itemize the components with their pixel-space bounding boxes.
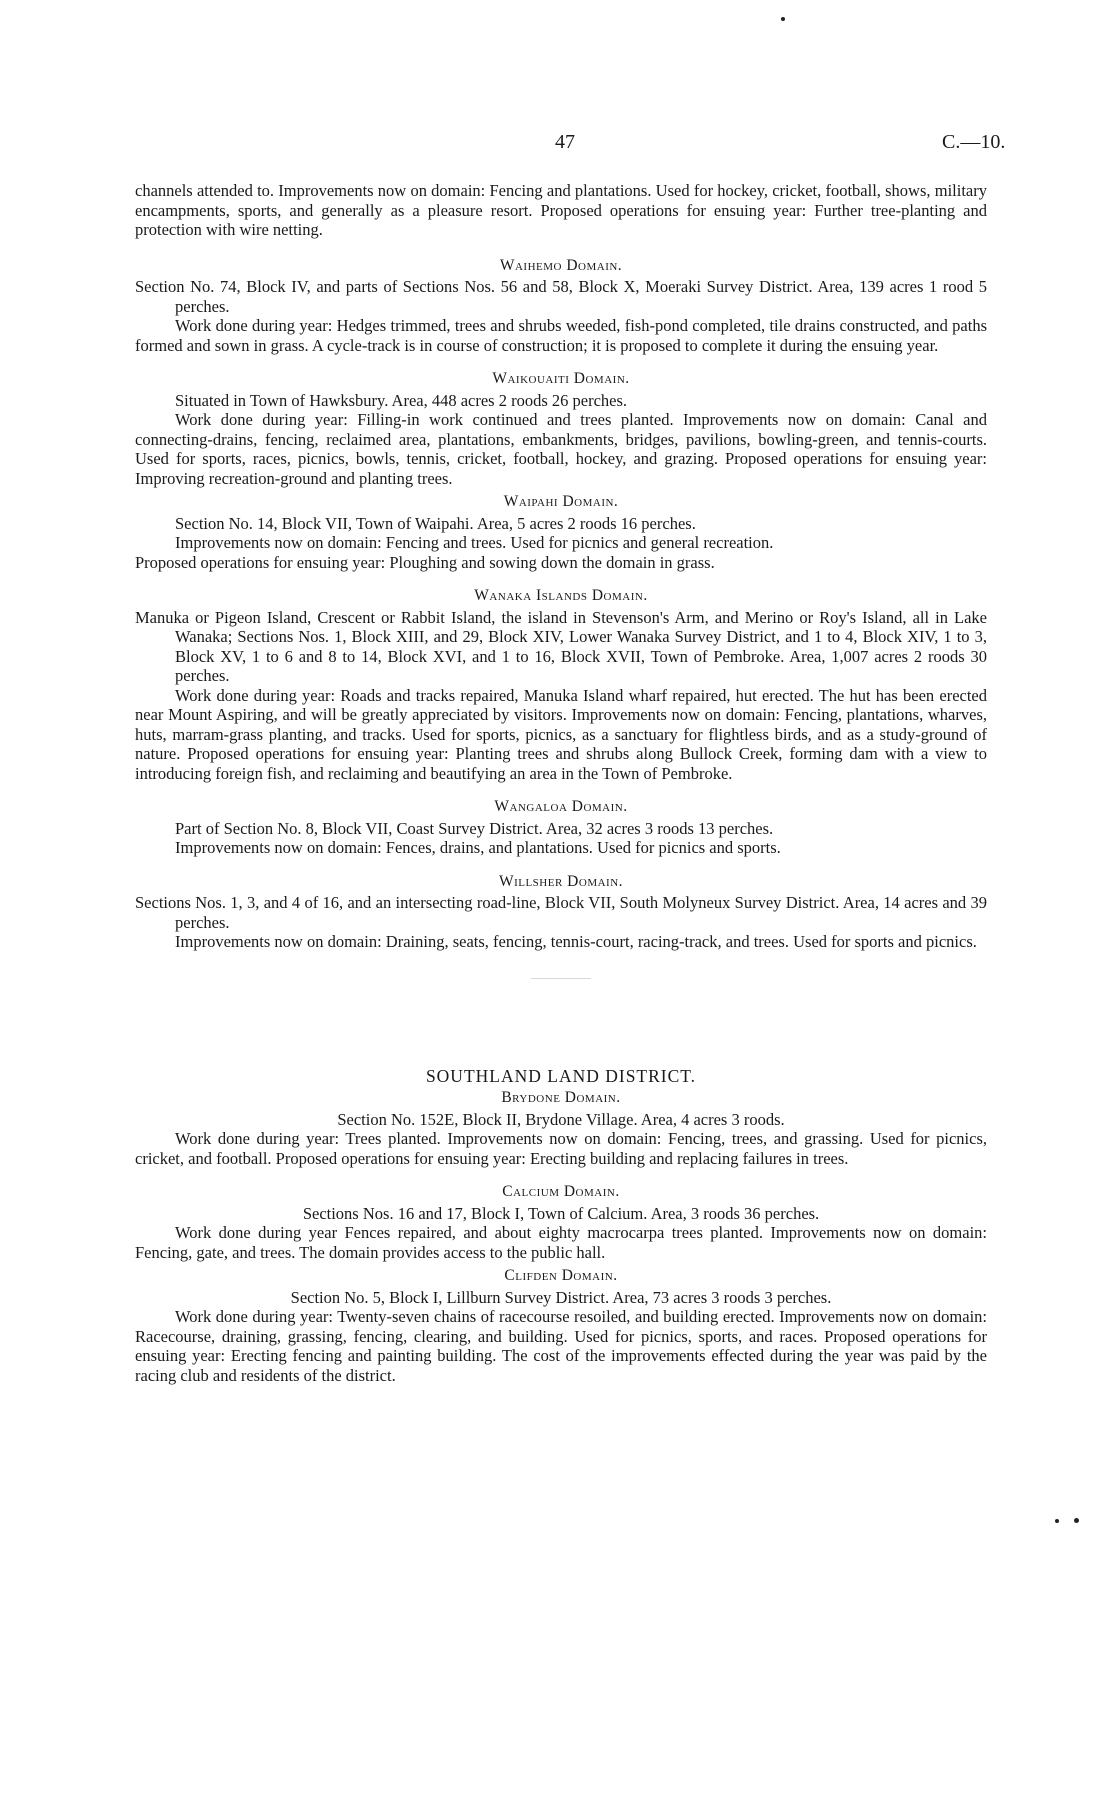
calcium-work: Work done during year Fences repaired, and about eighty macrocarpa trees planted. Improvements now on domain: Fencing, gate, and trees. The domain provides access to the public hall.: [135, 1223, 987, 1262]
waikouaiti-situated: Situated in Town of Hawksbury. Area, 448 acres 2 roods 26 perches.: [175, 390, 628, 410]
ink-speck: [1074, 1518, 1079, 1523]
waipahi-section: Section No. 14, Block VII, Town of Waipahi. Area, 5 acres 2 roods 16 perches.: [175, 513, 696, 533]
waihemo-section: Section No. 74, Block IV, and parts of Sections Nos. 56 and 58, Block X, Moeraki Survey District. Area, 139 acres 1 rood 5 perches.: [135, 277, 987, 316]
waipahi-domain-heading: Waipahi Domain.: [503, 493, 619, 510]
waipahi-proposed: Proposed operations for ensuing year: Ploughing and sowing down the domain in grass.: [135, 552, 715, 572]
wanaka-section: Manuka or Pigeon Island, Crescent or Rabbit Island, the island in Stevenson's Arm, and Merino or Roy's Island, all in Lake Wanaka; Sections Nos. 1, Block XIII, and 29, Block XIV, Lower Wanaka Survey District, and 1 to 4, Block XIV, 1 to 3, Block XV, 1 to 6 and 8 to 14, Block XVI, and 1 to 16, Block XVII, Town of Pembroke. Area, 1,007 acres 2 roods 30 perches.: [135, 607, 987, 685]
wanaka-islands-domain-heading: Wanaka Islands Domain.: [474, 587, 648, 604]
wangaloa-section: Part of Section No. 8, Block VII, Coast Survey District. Area, 32 acres 3 roods 13 perches.: [175, 818, 774, 838]
southland-district-title: SOUTHLAND LAND DISTRICT.: [425, 1065, 697, 1086]
intro-paragraph: channels attended to. Improvements now on domain: Fencing and plantations. Used for hockey, cricket, football, shows, military encampments, sports, and generally as a pleasure resort. Proposed operations for ensuing year: Further tree-planting and protection with wire netting.: [135, 181, 987, 239]
willsher-section: Sections Nos. 1, 3, and 4 of 16, and an intersecting road-line, Block VII, South Molyneux Survey District. Area, 14 acres and 39 perches.: [135, 893, 987, 932]
brydone-section: Section No. 152E, Block II, Brydone Village. Area, 4 acres 3 roods.: [337, 1109, 785, 1129]
waipahi-improvements: Improvements now on domain: Fencing and trees. Used for picnics and general recreation.: [175, 533, 774, 552]
page-body: [135, 181, 987, 1385]
calcium-domain-heading: Calcium Domain.: [502, 1183, 620, 1200]
clifden-domain-heading: Clifden Domain.: [504, 1267, 618, 1284]
wanaka-work: Work done during year: Roads and tracks repaired, Manuka Island wharf repaired, hut erected. The hut has been erected near Mount Aspiring, and will be greatly appreciated by visitors. Improvements now on domain: Fencing, plantations, wharves, huts, marram-grass planting, and tracks. Used for sports, picnics, as a sanctuary for flightless birds, and as a study-ground of nature. Proposed operations for ensuing year: Planting trees and shrubs along Bullock Creek, forming dam with a view to introducing foreign fish, and reclaiming and beautifying an area in the Town of Pembroke.: [135, 685, 987, 783]
section-divider: [531, 978, 591, 979]
wangaloa-domain-heading: Wangaloa Domain.: [494, 798, 628, 815]
waihemo-domain-heading: Waihemo Domain.: [499, 256, 623, 274]
clifden-work: Work done during year: Twenty-seven chains of racecourse resoiled, and building erected. Improvements now on domain: Racecourse, draining, grassing, fencing, clearing, and building. Used for picnics, sports, and races. Proposed operations for ensuing year: Erecting fencing and painting building. The cost of the improvements effected during the year was paid by the racing club and residents of the district.: [135, 1307, 987, 1385]
willsher-improvements: Improvements now on domain: Draining, seats, fencing, tennis-court, racing-track, and trees. Used for sports and picnics.: [175, 932, 977, 951]
willsher-domain-heading: Willsher Domain.: [498, 872, 624, 890]
clifden-section: Section No. 5, Block I, Lillburn Survey District. Area, 73 acres 3 roods 3 perches.: [290, 1287, 832, 1307]
brydone-domain-heading: Brydone Domain.: [501, 1089, 621, 1106]
document-code: C.—10.: [942, 131, 1006, 153]
ink-speck: [1055, 1519, 1059, 1523]
wangaloa-improvements: Improvements now on domain: Fences, drains, and plantations. Used for picnics and sports.: [175, 838, 781, 857]
page-number: 47: [555, 131, 575, 153]
waikouaiti-work: Work done during year: Filling-in work continued and trees planted. Improvements now on domain: Canal and connecting-drains, fencing, reclaimed area, plantations, embankments, bridges, pavilions, bowling-green, and tennis-courts. Used for sports, races, picnics, bowls, tennis, cricket, football, hockey, and grazing. Proposed operations for ensuing year: Improving recreation-ground and planting trees.: [135, 410, 987, 488]
ink-speck: [781, 17, 785, 21]
brydone-work: Work done during year: Trees planted. Improvements now on domain: Fencing, trees, and grassing. Used for picnics, cricket, and football. Proposed operations for ensuing year: Erecting building and replacing failures in trees.: [135, 1129, 987, 1168]
waihemo-work: Work done during year: Hedges trimmed, trees and shrubs weeded, fish-pond completed, tile drains constructed, and paths formed and sown in grass. A cycle-track is in course of construction; it is proposed to complete it during the ensuing year.: [135, 316, 987, 355]
calcium-section: Sections Nos. 16 and 17, Block I, Town of Calcium. Area, 3 roods 36 perches.: [302, 1203, 820, 1223]
waikouaiti-domain-heading: Waikouaiti Domain.: [492, 370, 630, 387]
